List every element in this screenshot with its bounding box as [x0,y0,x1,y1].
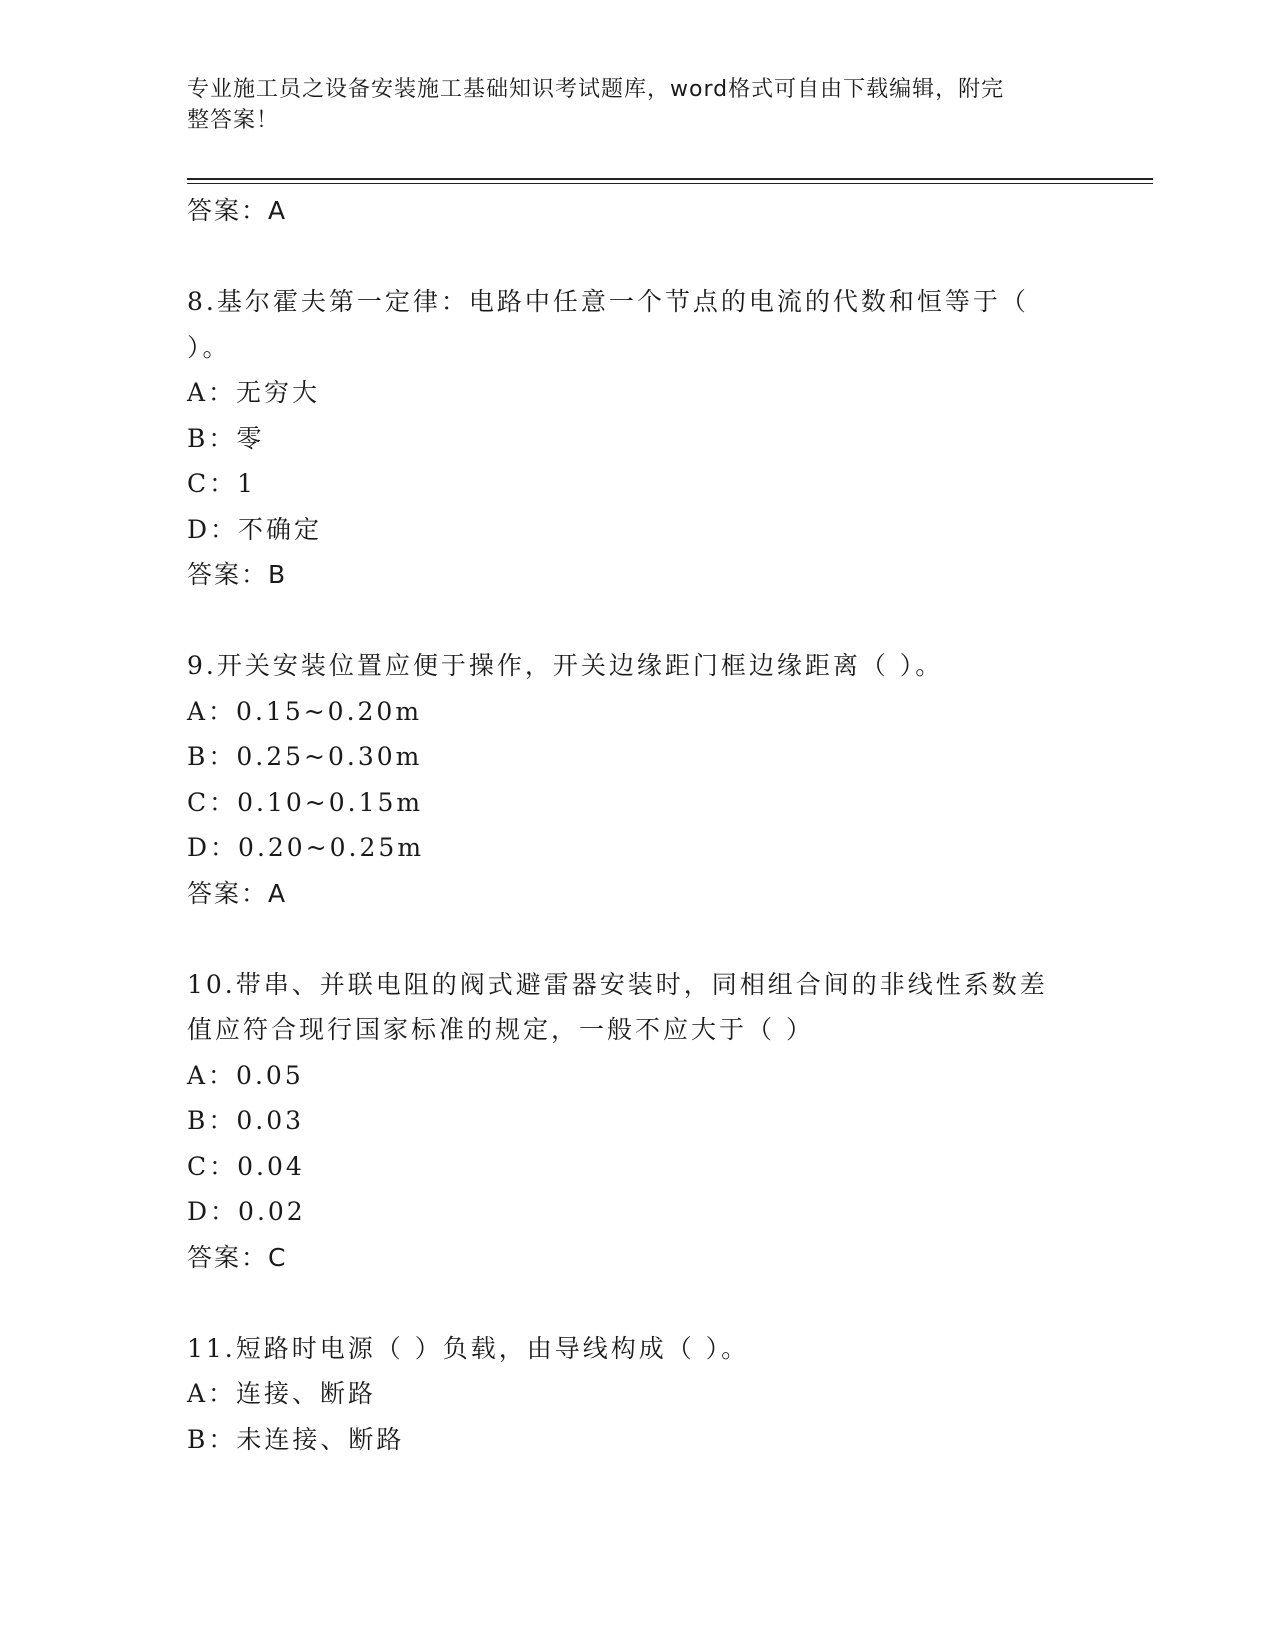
option-b: B：0.03 [187,1106,305,1135]
spacer [187,916,1087,962]
header-line-1: 专业施工员之设备安装施工基础知识考试题库，word格式可自由下载编辑，附完 [187,77,1005,102]
question-stem: 8.基尔霍夫第一定律：电路中任意一个节点的电流的代数和恒等于（ [187,287,1029,316]
option-d: D：0.20~0.25m [187,833,425,862]
question-9 [187,643,1087,916]
question-stem: 9.开关安装位置应便于操作，开关边缘距门框边缘距离（ ）。 [187,651,944,680]
question-stem-continued: 值应符合现行国家标准的规定，一般不应大于（ ） [187,1015,814,1044]
answer-label: 答案：A [187,878,288,908]
option-a: A：连接、断路 [187,1379,377,1408]
option-c: C：0.04 [187,1151,305,1181]
question-11 [187,1326,1087,1463]
option-a: A：0.15~0.20m [187,696,423,726]
question-stem-continued: ）。 [187,332,231,362]
option-c: C：1 [187,469,257,498]
spacer [187,598,1087,644]
answer-label: 答案：C [187,1242,288,1272]
header-line-2: 整答案！ [187,108,280,133]
previous-answer: 答案：A [187,196,288,225]
header-divider-thin [187,183,1153,184]
option-d: D：不确定 [187,514,323,544]
answer-label: 答案：B [187,560,288,589]
document-header [187,74,1067,136]
spacer [187,1280,1087,1326]
question-8 [187,279,1087,598]
option-a: A：无穷大 [187,378,321,407]
question-stem: 10.带串、并联电阻的阀式避雷器安装时，同相组合间的非线性系数差 [187,969,1048,999]
option-d: D：0.02 [187,1197,306,1226]
option-c: C：0.10~0.15m [187,787,424,817]
question-10 [187,962,1087,1281]
header-divider-thick [187,178,1153,180]
question-content [187,188,1087,1462]
question-stem: 11.短路时电源（ ）负载，由导线构成（ ）。 [187,1333,750,1363]
option-a: A：0.05 [187,1060,304,1090]
option-b: B：零 [187,423,265,453]
option-b: B：0.25~0.30m [187,742,423,771]
option-b: B：未连接、断路 [187,1424,405,1454]
spacer [187,234,1087,280]
